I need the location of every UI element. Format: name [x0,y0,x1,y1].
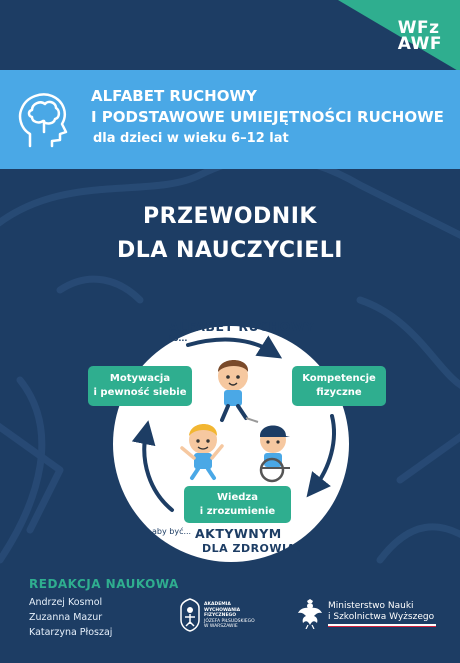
awf-logo [178,598,268,634]
ministry-name [328,601,434,623]
diagram-bottom-label-line2: DLA ZDROWIA! [202,542,302,555]
arrow-right [314,416,334,488]
box-left-line1: Motywacja [109,373,171,384]
awf-line5: W WARSZAWIE [204,624,238,629]
author-1: Andrzej Kosmol [29,597,103,608]
diagram-bottom-label-line1: AKTYWNYM [195,526,282,541]
box-right-line1: Kompetencje [302,373,376,384]
arrow-top [188,340,272,352]
header-line2: I PODSTAWOWE UMIEJĘTNOŚCI RUCHOWE [91,108,444,126]
awf-line1: AKADEMIA [204,602,231,607]
logo-line2: AWF [397,34,442,54]
awf-line4: JÓZEFA PIŁSUDSKIEGO [204,618,255,624]
logo-line1: WFz [397,18,440,38]
box-physical-competence [292,366,386,406]
box-right-line2: fizyczne [316,387,362,398]
authors-list [29,595,112,640]
title-line1: PRZEWODNIK [143,204,317,229]
author-2: Zuzanna Mazur [29,612,103,623]
box-left-line2: i pewność siebie [93,387,187,398]
kid-wheelchair-illustration [260,426,290,482]
polish-flag-stripe [328,624,436,627]
kid-running-illustration [218,360,258,422]
header-line1: ALFABET RUCHOWY [91,87,257,105]
awf-line3: FIZYCZNEGO [204,613,237,618]
header-line3: dla dzieci w wieku 6–12 lat [93,131,289,146]
credits-heading: REDAKCJA NAUKOWA [29,577,179,591]
title-line2: DLA NAUCZYCIELI [117,238,343,263]
ministry-line1: Ministerstwo Nauki [328,601,414,611]
box-bottom-line2: i zrozumienie [199,505,276,517]
ministry-line2: i Szkolnictwa Wyższego [328,612,435,622]
awf-badge-icon [178,598,202,632]
eagle-emblem-icon [298,599,322,629]
diagram-top-sub: to... [169,334,188,343]
arrow-left [144,432,172,510]
author-3: Katarzyna Płoszaj [29,627,113,638]
diagram-bottom-pre: aby być... [152,527,192,536]
box-motivation [88,366,192,406]
ministry-logo [298,599,438,633]
kid-jumping-illustration [182,424,222,478]
diagram-top-label: ALFABET RUCHOWY [169,319,315,334]
box-bottom-line1: Wiedza [217,491,258,503]
awf-line2: WYCHOWANIA [204,607,241,613]
awf-name [204,602,255,630]
box-knowledge [184,486,291,523]
